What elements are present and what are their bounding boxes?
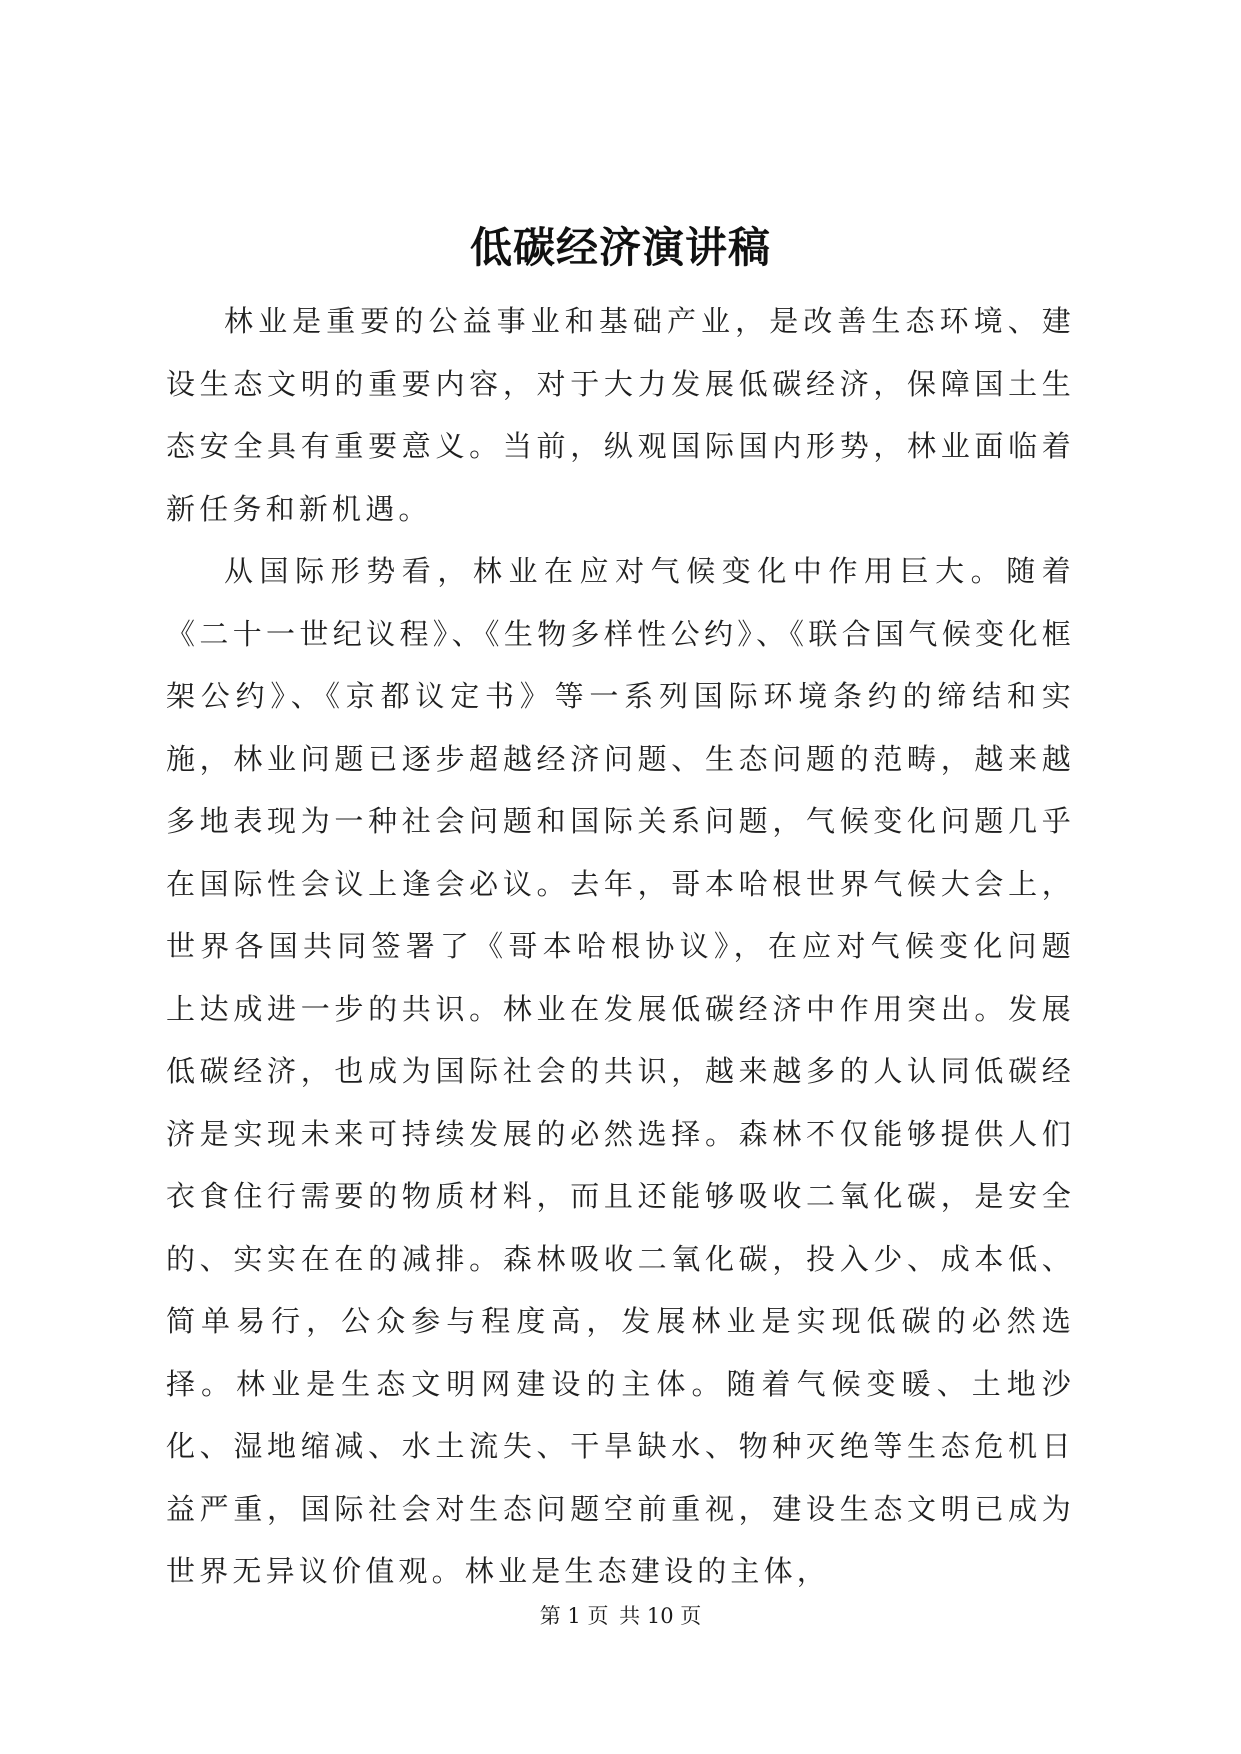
paragraph-intro: 林业是重要的公益事业和基础产业，是改善生态环境、建设生态文明的重要内容，对于大力发展低碳经济，保障国土生态安全具有重要意义。当前，纵观国际国内形势，林业面临着新任务和新机遇。 [166, 304, 1075, 526]
paragraph-international: 从国际形势看，林业在应对气候变化中作用巨大。随着《二十一世纪议程》、《生物多样性公约》、《联合国气候变化框架公约》、《京都议定书》等一系列国际环境条约的缔结和实施，林业问题已逐步超越经济问题、生态问题的范畴，越来越多地表现为一种社会问题和国际关系问题，气候变化问题几乎在国际性会议上逢会必议。去年，哥本哈根世界气候大会上，世界各国共同签署了《哥本哈根协议》，在应对气候变化问题上达成进一步的共识。林业在发展低碳经济中作用突出。发展低碳经济，也成为国际社会的共识，越来越多的人认同低碳经济是实现未来可持续发展的必然选择。森林不仅能够提供人们衣食住行需要的物质材料，而且还能够吸收二氧化碳，是安全的、实实在在的减排。森林吸收二氧化碳，投入少、成本低、简单易行，公众参与程度高，发展林业是实现低碳的必然选择。林业是生态文明网建设的主体。随着气候变暖、土地沙化、湿地缩减、水土流失、干旱缺水、物种灭绝等生态危机日益严重，国际社会对生态问题空前重视，建设生态文明已成为世界无异议价值观。林业是生态建设的主体， [166, 554, 1075, 1588]
page-total: 共 10 页 [619, 1604, 702, 1628]
document-title: 低碳经济演讲稿 [469, 223, 771, 272]
page-number: 第 1 页 [539, 1604, 609, 1628]
document-body [166, 290, 1075, 1603]
page-footer [0, 1602, 1241, 1630]
